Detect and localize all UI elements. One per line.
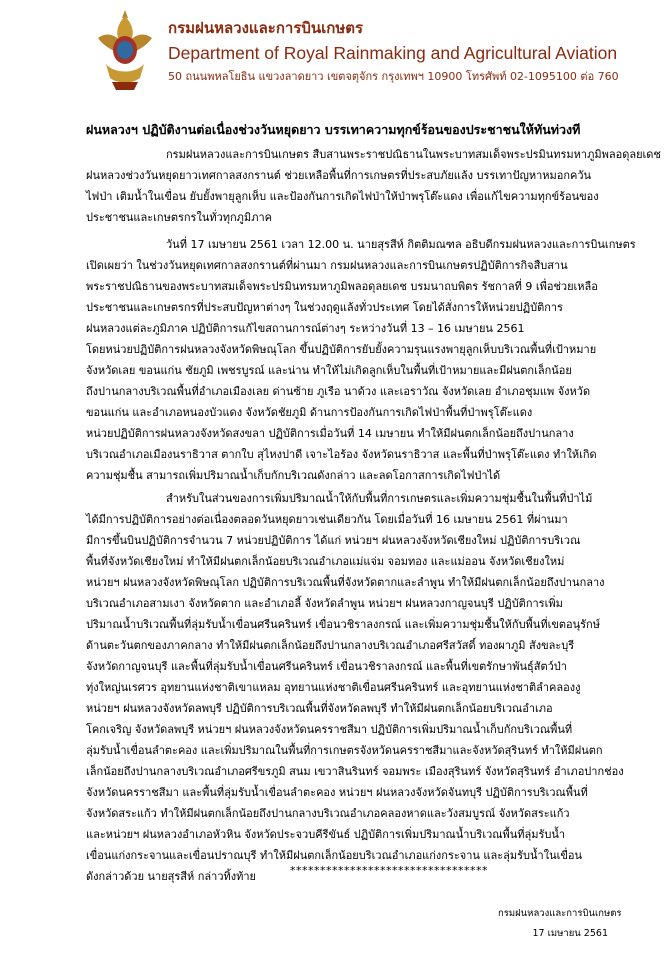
paragraph-line: เขื่อนแก่งกระจานและเขื่อนปราณบุรี ทำให้มีฝนตกเล็กน้อยบริเวณอำเภอแก่งกระจาน และลุ่มรับน้ำในเขื่อน [86, 849, 583, 862]
paragraph-line: พระราชปณิธานของพระบาทสมเด็จพระปรมินทรมหาภูมิพลอดุลยเดช บรมนาถบพิตร รัชกาลที่ 9 เพื่อช่วยเหลือ [86, 280, 598, 293]
paragraph-2 [86, 234, 636, 486]
paragraph-line: จังหวัดสระแก้ว ทำให้มีฝนตกเล็กน้อยถึงปานกลางบริเวณอำเภอคลองหาดและวังสมบูรณ์ จังหวัดสระแก้ว [86, 807, 570, 820]
paragraph-line: โคกเจริญ จังหวัดลพบุรี หน่วยฯ ฝนหลวงจังหวัดนครราชสีมา ปฏิบัติการเพิ่มปริมาณน้ำเก็บกักบริเวณพื้นที่ [86, 723, 573, 736]
paragraph-line: ทุ่งใหญ่นเรศวร อุทยานแห่งชาติเขาแหลม อุทยานแห่งชาติเขื่อนศรีนครินทร์ และอุทยานแห่งชาติลำคลองงู [86, 681, 581, 694]
paragraph-line: ขอนแก่น และอำเภอหนองบัวแดง จังหวัดชัยภูมิ ด้านการป้องกันการเกิดไฟป่าพื้นที่ป่าพรุโต๊ะแดง [86, 406, 533, 419]
paragraph-line: และหน่วยฯ ฝนหลวงอำเภอหัวหิน จังหวัดประจวบคีรีขันธ์ ปฏิบัติการเพิ่มปริมาณน้ำบริเวณพื้นที่ลุ่มรับน้ำ [86, 828, 566, 841]
paragraph-line: จังหวัดเลย ขอนแก่น ชัยภูมิ เพชรบูรณ์ และน่าน ทำให้ไม่เกิดลูกเห็บในพื้นที่เป้าหมายและมีฝนตกเล็กน้อย [86, 364, 572, 377]
paragraph-line: จังหวัดนครราชสีมา และพื้นที่ลุ่มรับน้ำเขื่อนลำตะคอง หน่วยฯ ฝนหลวงจังหวัดจันทบุรี ปฏิบัติการบริเวณพื้นที่ [86, 786, 588, 799]
org-english-name: Department of Royal Rainmaking and Agricultural Aviation [168, 43, 618, 63]
paragraph-line: ดังกล่าวด้วย นายสุรสีห์ กล่าวทิ้งท้าย [86, 870, 257, 883]
paragraph-line: มีการขึ้นบินปฏิบัติการจำนวน 7 หน่วยปฏิบัติการ ได้แก่ หน่วยฯ ฝนหลวงจังหวัดเชียงใหม่ ปฏิบัติการบริเวณ [86, 534, 581, 547]
org-thai-name: กรมฝนหลวงและการบินเกษตร [168, 19, 364, 37]
paragraph-line: หน่วยฯ ฝนหลวงจังหวัดพิษณุโลก ปฏิบัติการบริเวณพื้นที่จังหวัดตากและลำพูน ทำให้มีฝนตกเล็กน้อยถึงปานกลาง [86, 576, 605, 589]
paragraph-line: ฝนหลวงช่วงวันหยุดยาวเทศกาลสงกรานต์ ช่วยเหลือพื้นที่การเกษตรที่ประสบภัยแล้ง บรรเทาปัญหาหมอกควัน [86, 169, 592, 182]
signoff-date: 17 เมษายน 2561 [532, 928, 608, 939]
paragraph-line: หน่วยปฏิบัติการฝนหลวงจังหวัดสงขลา ปฏิบัติการเมื่อวันที่ 14 เมษายน ทำให้มีฝนตกเล็กน้อยถึงปานกลาง [86, 427, 574, 440]
paragraph-line: สำหรับในส่วนของการเพิ่มปริมาณน้ำให้กับพื้นที่การเกษตรและเพิ่มความชุ่มชื้นในพื้นที่ป่าไม้ [166, 492, 593, 505]
paragraph-line: กรมฝนหลวงและการบินเกษตร สืบสานพระราชปณิธานในพระบาทสมเด็จพระปรมินทรมหาภูมิพลอดุลยเดช [166, 148, 661, 161]
paragraph-line: ความชุ่มชื้น สามารถเพิ่มปริมาณน้ำเก็บกักบริเวณดังกล่าว และลดโอกาสการเกิดไฟป่าได้ [86, 469, 501, 482]
department-emblem-icon [92, 8, 158, 92]
paragraph-line: เล็กน้อยถึงปานกลางบริเวณอำเภอศรีขรภูมิ สนม เขวาสินรินทร์ จอมพระ เมืองสุรินทร์ จังหวัดสุรินทร์ อำเภอปากช่อง [86, 765, 624, 778]
paragraph-line: ไฟป่า เติมน้ำในเขื่อน ยับยั้งพายุลูกเห็บ และป้องกันการเกิดไฟป่าให้ป่าพรุโต๊ะแดง เพื่อแก้ไขความทุกข์ร้อนของ [86, 190, 599, 203]
signoff-org: กรมฝนหลวงและการบินเกษตร [498, 908, 622, 919]
paragraph-line: ฝนหลวงแต่ละภูมิภาค ปฏิบัติการแก้ไขสถานการณ์ต่างๆ ระหว่างวันที่ 13 – 16 เมษายน 2561 [86, 322, 525, 335]
paragraph-line: บริเวณอำเภอสามเงา จังหวัดตาก และอำเภอลี้ จังหวัดลำพูน หน่วยฯ ฝนหลวงกาญจนบุรี ปฏิบัติการเพิ่ม [86, 597, 563, 610]
paragraph-line: พื้นที่จังหวัดเชียงใหม่ ทำให้มีฝนตกเล็กน้อยบริเวณอำเภอแม่แจ่ม จอมทอง และแม่ออน จังหวัดเชียงใหม่ [86, 555, 565, 568]
paragraph-line: ด้านตะวันตกของภาคกลาง ทำให้มีฝนตกเล็กน้อยถึงปานกลางบริเวณอำเภอศรีสวัสดิ์ ทองผาภูมิ สังขละบุรี [86, 639, 575, 652]
paragraph-line: จังหวัดกาญจนบุรี และพื้นที่ลุ่มรับน้ำเขื่อนศรีนครินทร์ เขื่อนวชิราลงกรณ์ และพื้นที่เขตรักษาพันธุ์สัตว์ป่า [86, 660, 567, 673]
paragraph-line: โดยหน่วยปฏิบัติการฝนหลวงจังหวัดพิษณุโลก ขึ้นปฏิบัติการยับยั้งความรุนแรงพายุลูกเห็บบริเวณพื้นที่เป้าหมาย [86, 343, 597, 356]
paragraph-line: ลุ่มรับน้ำเขื่อนลำตะคอง และเพิ่มปริมาณในพื้นที่การเกษตรจังหวัดนครราชสีมาและจังหวัดสุรินทร์ ทำให้มีฝนตก [86, 744, 603, 757]
paragraph-line: ประชาชนและเกษตรกรที่ประสบปัญหาต่างๆ ในช่วงฤดูแล้งทั่วประเทศ โดยได้สั่งการให้หน่วยปฏิบัติการ [86, 301, 563, 314]
org-address: 50 ถนนพหลโยธิน แขวงลาดยาว เขตจตุจักร กรุงเทพฯ 10900 โทรศัพท์ 02-1095100 ต่อ 760 [168, 70, 619, 83]
letterhead [0, 0, 671, 100]
document-title: ฝนหลวงฯ ปฏิบัติงานต่อเนื่องช่วงวันหยุดยาว บรรเทาความทุกข์ร้อนของประชาชนให้ทันท่วงที [86, 122, 581, 137]
paragraph-line: ถึงปานกลางบริเวณพื้นที่อำเภอเมืองเลย ด่านซ้าย ภูเรือ นาด้วง และเอราวัณ จังหวัดเลย อำเภอชุมแพ จังหวัด [86, 385, 591, 398]
paragraph-line: บริเวณอำเภอเมืองนราธิวาส ตากใบ สุไหงปาดี เจาะไอร้อง จังหวัดนราธิวาส และพื้นที่ป่าพรุโต๊ะแดง ทำให้เกิด [86, 448, 597, 461]
paragraph-line: ปริมาณน้ำบริเวณพื้นที่ลุ่มรับน้ำเขื่อนศรีนครินทร์ เขื่อนวชิราลงกรณ์ และเพิ่มความชุ่มชื้นให้กับพื้นที่เขตอนุรักษ์ [86, 618, 600, 631]
paragraph-line: เปิดเผยว่า ในช่วงวันหยุดเทศกาลสงกรานต์ที่ผ่านมา กรมฝนหลวงและการบินเกษตรปฏิบัติการกิจสืบสาน [86, 259, 568, 272]
paragraph-3 [86, 488, 624, 887]
paragraph-line: หน่วยฯ ฝนหลวงจังหวัดลพบุรี ปฏิบัติการบริเวณพื้นที่จังหวัดลพบุรี ทำให้มีฝนตกเล็กน้อยบริเวณอำเภอ [86, 702, 553, 715]
paragraph-line: ประชาชนและเกษตรกรในทั่วทุกภูมิภาค [86, 211, 272, 224]
section-divider: ********************************* [290, 864, 488, 877]
paragraph-line: ได้มีการปฏิบัติการอย่างต่อเนื่องตลอดวันหยุดยาวเช่นเดียวกัน โดยเมื่อวันที่ 16 เมษายน 2561 ที่ผ่านมา [86, 513, 568, 526]
paragraph-line: วันที่ 17 เมษายน 2561 เวลา 12.00 น. นายสุรสีห์ กิตติมณฑล อธิบดีกรมฝนหลวงและการบินเกษตร [166, 238, 636, 251]
paragraph-1 [86, 144, 661, 228]
